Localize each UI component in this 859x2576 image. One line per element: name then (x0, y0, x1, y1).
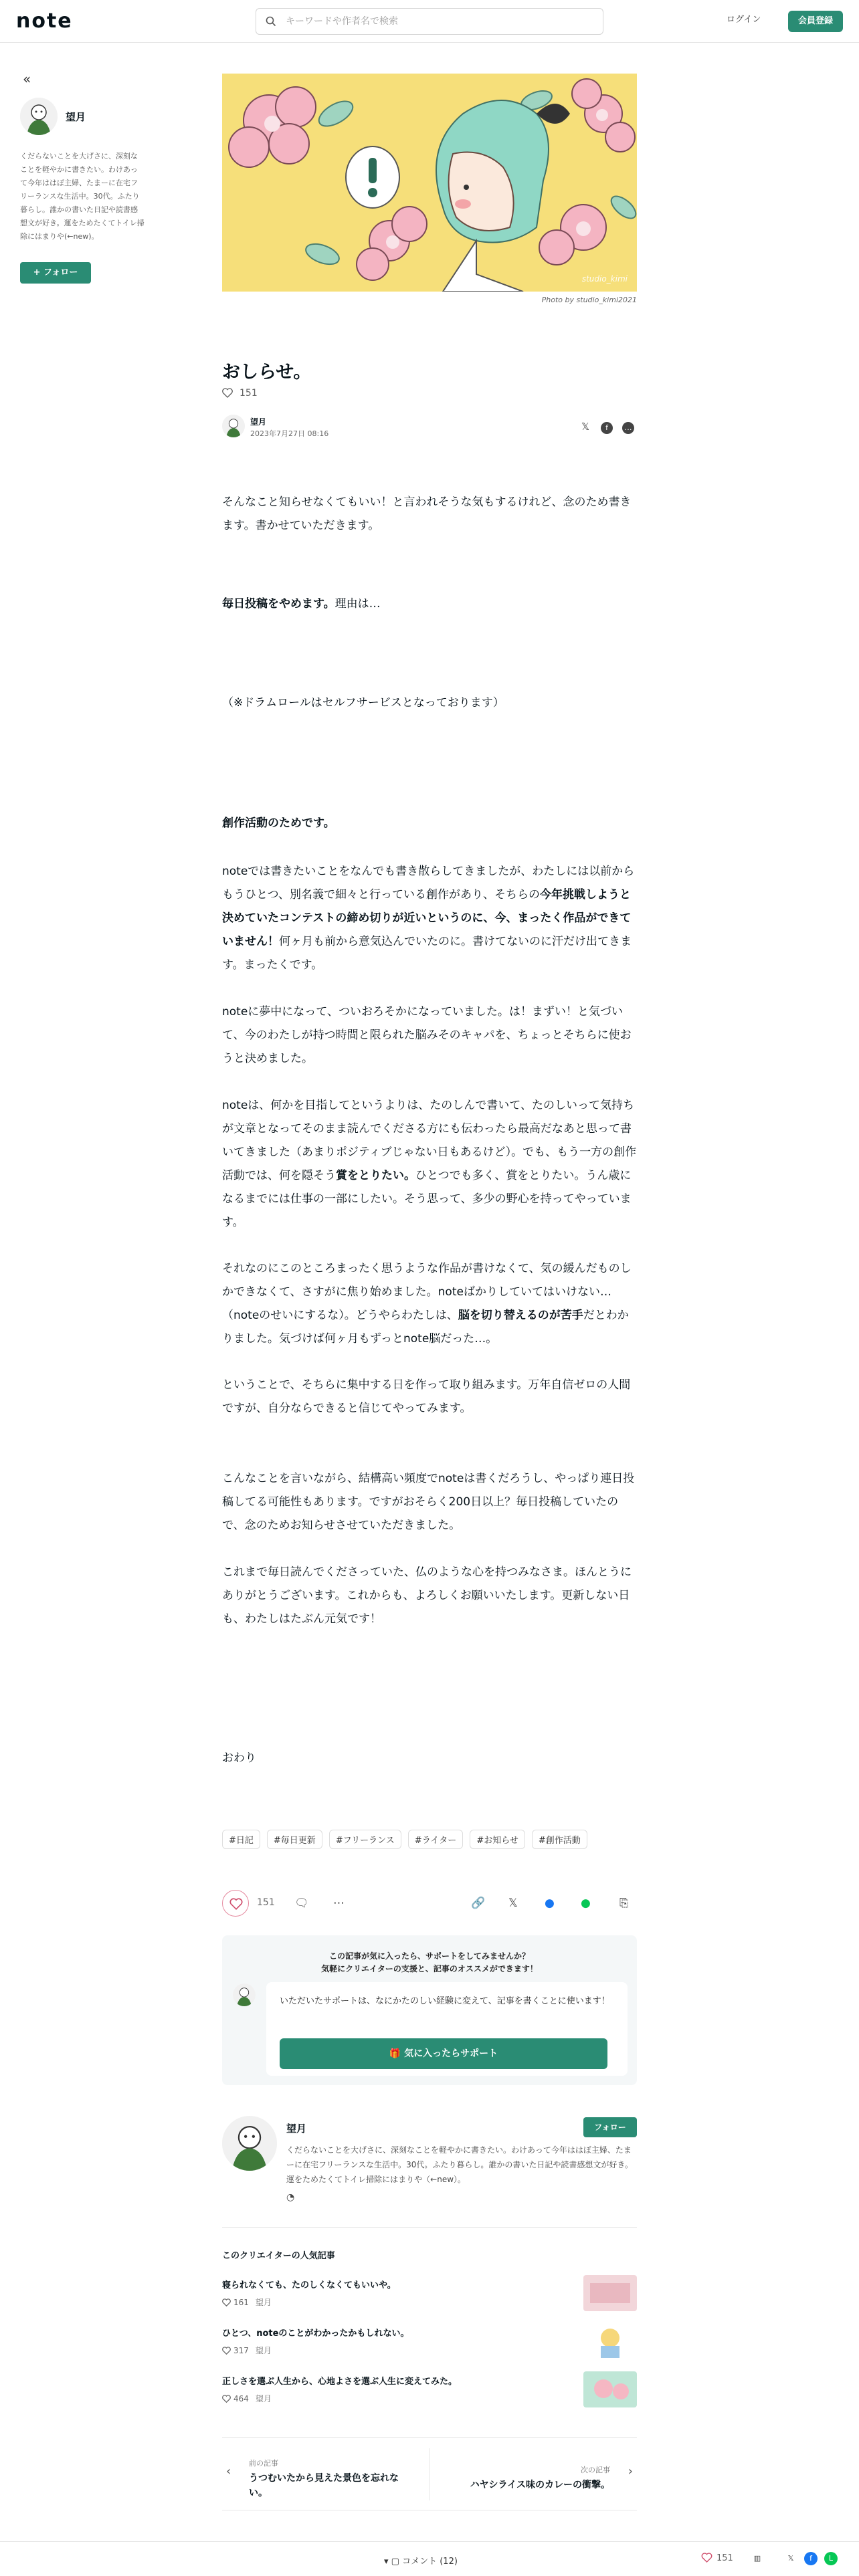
like-button[interactable]: 151 (701, 2553, 733, 2563)
prev-label: 前の記事 (249, 2459, 278, 2468)
embed-icon[interactable]: ⎘ (619, 1897, 629, 1910)
x-share-icon[interactable]: 𝕏 (508, 1897, 518, 1910)
popular-meta: 317 望月 (222, 2345, 272, 2356)
prev-title: うつむいたから見えた景色を忘れない。 (249, 2473, 399, 2498)
support-box (222, 1935, 637, 2085)
popular-title[interactable]: ひとつ、noteのことがわかったかもしれない。 (222, 2329, 409, 2339)
support-button[interactable]: 🎁 気に入ったらサポート (280, 2038, 607, 2069)
paragraph: ということで、そちらに集中する日を作って取り組みます。万年自信ゼロの人間ですが、自分ならできると信じてやってみます。 (222, 1378, 631, 1415)
search-box[interactable] (256, 8, 603, 35)
login-link[interactable]: ログイン (727, 15, 761, 25)
avatar[interactable] (20, 98, 58, 135)
sidebar-author-name[interactable]: 望月 (66, 111, 86, 123)
creator-follow-button[interactable]: フォロー (583, 2117, 637, 2137)
paragraph: noteは、何かを目指してというよりは、たのしんで書いて、たのしいって気持ちが文章となってそのまま読んでくださる方にも伝わったら最高だなあと思って書いてきました（あまりポジティブじゃない日もあるけど）。でも、もう一方の創作活動では、何を隠そう賞をとりたい。ひとつでも多く、賞をとりたい。うん歳になるまでには仕事の一部にしたい。そう思って、多少の野心を持ってやっています。 (222, 1099, 637, 1229)
thumbnail[interactable] (583, 2371, 637, 2407)
sidebar-bio: くだらないことを大げさに、深刻なことを軽やかに書きたい。わけあって今年ははぼ主婦、たまーに在宅フリーランスな生活中。30代。ふたり暮らし。誰かの書いた日記や読書感想文が好き。運をためたくてトイレ掃除にはまりや(←new)。 (20, 152, 145, 241)
hashtag[interactable]: #日記 (222, 1830, 260, 1849)
line-share-icon[interactable]: L (824, 2552, 838, 2565)
thumbnail[interactable] (583, 2275, 637, 2311)
paragraph: （※ドラムロールはセルフサービスとなっております） (222, 696, 504, 710)
collapse-sidebar-icon[interactable]: « (23, 71, 31, 87)
facebook-share-icon[interactable]: ● (545, 1897, 555, 1910)
share-icons (570, 420, 634, 434)
paragraph: こんなことを言いながら、結構高い頻度でnoteは書くだろうし、やっぱり連日投稿してる可能性もあります。ですがおそらく200日以上？毎日投稿していたので、念のためお知らせさせていただきました。 (222, 1472, 635, 1532)
creator-bio: くだらないことを大げさに、深刻なことを軽やかに書きたい。わけあって今年ははぼ主婦、たまーに在宅フリーランスな生活中。30代。ふたり暮らし。誰かの書いた日記や読書感想文が好き。運をためたくてトイレ掃除にはまりや（←new）。 (286, 2145, 633, 2184)
list-item[interactable] (222, 2374, 637, 2414)
x-share-icon[interactable]: 𝕏 (787, 2554, 794, 2563)
heart-icon (222, 2347, 231, 2355)
popular-title[interactable]: 正しさを選ぶ人生から、心地よさを選ぶ人生に変えてみた。 (222, 2377, 458, 2387)
like-button[interactable] (222, 1890, 249, 1917)
heart-icon (701, 2553, 712, 2563)
paragraph: これまで毎日読んでくださっていた、仏のような心を持つみなさま。ほんとうにありがとうございます。これからも、よろしくお願いいたします。更新しない日も、わたしはたぶん元気です！ (222, 1566, 632, 1626)
next-label: 次の記事 (581, 2466, 610, 2474)
heart-icon (222, 2298, 231, 2306)
paragraph: noteに夢中になって、ついおろそかになっていました。は！まずい！と気づいて、今のわたしが持つ時間と限られた脳みそのキャパを、ちょっとそちらに使おうと決めました。 (222, 1005, 632, 1065)
like-count-value: 151 (240, 388, 258, 399)
bookmark-icon[interactable]: ▥ (753, 2554, 761, 2563)
link-icon[interactable]: 🔗 (471, 1897, 486, 1910)
heart-icon (222, 388, 233, 398)
like-count[interactable] (222, 388, 258, 399)
site-header (0, 0, 859, 43)
like-count: 151 (257, 1897, 275, 1908)
popular-meta: 161 望月 (222, 2296, 272, 2308)
avatar[interactable] (222, 415, 245, 437)
comment-button[interactable]: ▾ ▢ コメント (12) (384, 2557, 458, 2567)
publish-date: 2023年7月27日 08:16 (250, 429, 329, 438)
popular-heading: このクリエイターの人気記事 (222, 2251, 335, 2261)
photo-credit[interactable]: Photo by studio_kimi2021 (541, 296, 637, 304)
hashtag[interactable]: #お知らせ (470, 1830, 525, 1849)
paragraph: 毎日投稿をやめます。理由は… (222, 597, 381, 611)
support-card (266, 1982, 628, 2076)
chevron-down-icon: ▾ (384, 2557, 391, 2567)
avatar[interactable] (222, 2116, 277, 2171)
gift-icon: 🎁 (389, 2048, 405, 2059)
facebook-share-icon[interactable]: f (601, 422, 613, 434)
support-message: いただいたサポートは、なにかたのしい経験に変えて、記事を書くことに使います！ (280, 1996, 610, 2006)
more-icon[interactable]: ⋯ (333, 1897, 345, 1910)
heart-icon (222, 2395, 231, 2403)
hashtag[interactable]: #ライター (408, 1830, 464, 1849)
comment-icon[interactable]: 🗨 (294, 1897, 309, 1910)
search-input[interactable] (284, 13, 592, 30)
creator-name[interactable]: 望月 (286, 2123, 307, 2135)
chevron-right-icon: › (628, 2464, 633, 2478)
list-item[interactable] (222, 2326, 637, 2366)
hashtag[interactable]: #創作活動 (532, 1830, 587, 1849)
signup-button[interactable]: 会員登録 (788, 11, 843, 32)
popular-meta: 464 望月 (222, 2393, 272, 2404)
divider (222, 2227, 637, 2228)
note-logo[interactable]: note (16, 9, 73, 33)
avatar (233, 1983, 256, 2006)
hero-image (222, 74, 637, 292)
line-share-icon[interactable]: ● (581, 1897, 591, 1910)
hashtag[interactable]: #毎日更新 (267, 1830, 322, 1849)
action-bar (222, 1890, 637, 1917)
paragraph: 創作活動のためです。 (222, 817, 335, 830)
popular-title[interactable]: 寝られなくても、たのしくなくてもいいや。 (222, 2280, 396, 2290)
support-heading: この記事が気に入ったら、サポートをしてみませんか？ 気軽にクリエイターの支援と、記事のオススメができます！ (321, 1951, 538, 1973)
facebook-share-icon[interactable]: f (804, 2552, 818, 2565)
next-title: ハヤシライス味のカレーの衝撃。 (470, 2480, 610, 2490)
author-name[interactable]: 望月 (250, 417, 267, 427)
thumbnail[interactable] (583, 2323, 637, 2359)
chevron-left-icon: ‹ (226, 2464, 231, 2478)
hero-watermark: studio_kimi (581, 274, 628, 284)
author-row (222, 415, 637, 441)
bottom-bar (0, 2541, 859, 2576)
page-title: おしらせ。 (222, 362, 312, 383)
hashtag[interactable]: #フリーランス (329, 1830, 401, 1849)
heart-icon (229, 1898, 243, 1910)
paragraph: それなのにこのところまったく思うような作品が書けなくて、気の緩んだものしかできなくて、さすがに焦り始めました。noteばかりしていてはいけない…（noteのせいにするな）。どうやらわたしは、脳を切り替えるのが苦手だとわかりました。気づけば何ヶ月もずっとnote脳だった…。 (222, 1262, 632, 1346)
x-share-icon[interactable]: 𝕏 (581, 421, 590, 433)
paragraph: そんなこと知らせなくてもいい！と言われそうな気もするけれど、念のため書きます。書かせていただきます。 (222, 496, 632, 532)
line-share-icon[interactable]: … (622, 422, 634, 434)
sidebar-follow-button[interactable]: + フォロー (20, 262, 91, 284)
article-nav (222, 2437, 637, 2510)
list-item[interactable] (222, 2278, 637, 2318)
paragraph: おわり (222, 1751, 256, 1765)
paragraph: noteでは書きたいことをなんでも書き散らしてきましたが、わたしには以前からもうひとつ、別名義で細々と行っている創作があり、そちらの今年挑戦しようと決めていたコンテストの締め切りが近いというのに、今、まったく作品ができていません！何ヶ月も前から意気込んでいたのに。書けてないのに汗だけ出てきます。まったくです。 (222, 865, 635, 972)
hashtag-list (222, 1830, 637, 1849)
search-icon (266, 16, 276, 27)
comment-icon: ▢ (391, 2557, 403, 2567)
rss-icon[interactable]: ◔ (286, 2192, 295, 2203)
